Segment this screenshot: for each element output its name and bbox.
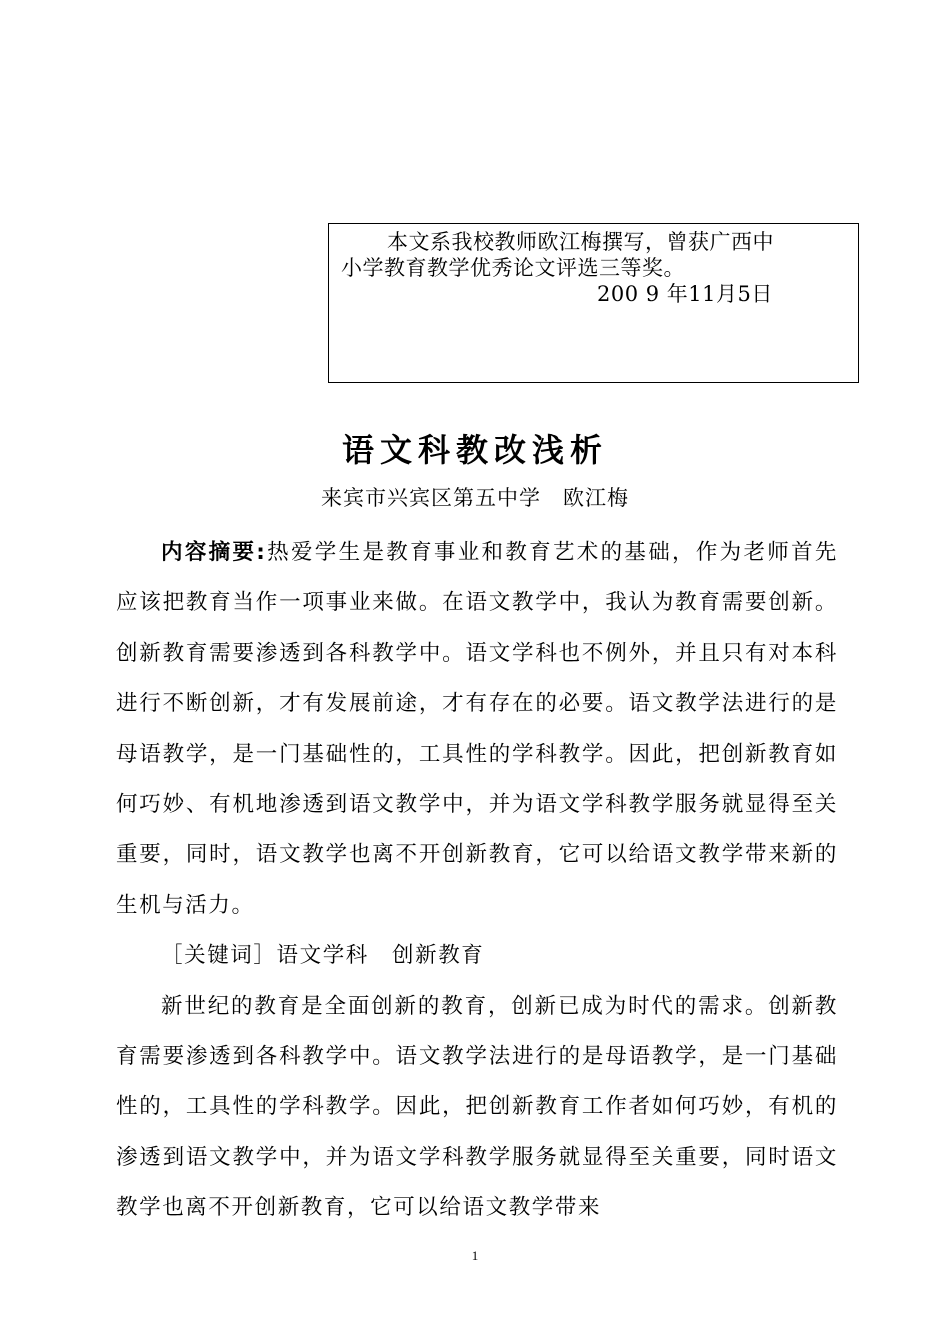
award-notice-box bbox=[328, 223, 859, 383]
notice-line-2: 小学教育教学优秀论文评选三等奖。 bbox=[341, 256, 685, 280]
abstract-text: 热爱学生是教育事业和教育艺术的基础，作为老师首先应该把教育当作一项事业来做。在语文教学中，我认为教育需要创新。创新教育需要渗透到各科教学中。语文学科也不例外，并且只有对本科进行不断创新，才有发展前途，才有存在的必要。语文教学法进行的是母语教学，是一门基础性的，工具性的学科教学。因此，把创新教育如何巧妙、有机地渗透到语文教学中，并为语文学科教学服务就显得至关重要，同时，语文教学也离不开创新教育，它可以给语文教学带来新的生机与活力。 bbox=[116, 540, 839, 918]
body-paragraph-1: 新世纪的教育是全面创新的教育，创新已成为时代的需求。创新教育需要渗透到各科教学中。语文教学法进行的是母语教学，是一门基础性的，工具性的学科教学。因此，把创新教育工作者如何巧妙，有机的渗透到语文教学中，并为语文学科教学服务就显得至关重要，同时语文教学也离不开创新教育，它可以给语文教学带来 bbox=[116, 993, 838, 1221]
keywords-line: ［关键词］语文学科 创新教育 bbox=[161, 943, 485, 969]
abstract-paragraph bbox=[116, 528, 838, 931]
article-body bbox=[116, 528, 838, 1234]
notice-date: 200 9 年11月5日 bbox=[597, 282, 773, 306]
author-line: 来宾市兴宾区第五中学 欧江梅 bbox=[321, 486, 629, 510]
abstract-label: 内容摘要: bbox=[161, 540, 267, 565]
notice-line-1: 本文系我校教师欧江梅撰写，曾获广西中 bbox=[387, 230, 774, 254]
page-number: 1 bbox=[471, 1248, 479, 1263]
article-title: 语文科教改浅析 bbox=[341, 431, 608, 469]
